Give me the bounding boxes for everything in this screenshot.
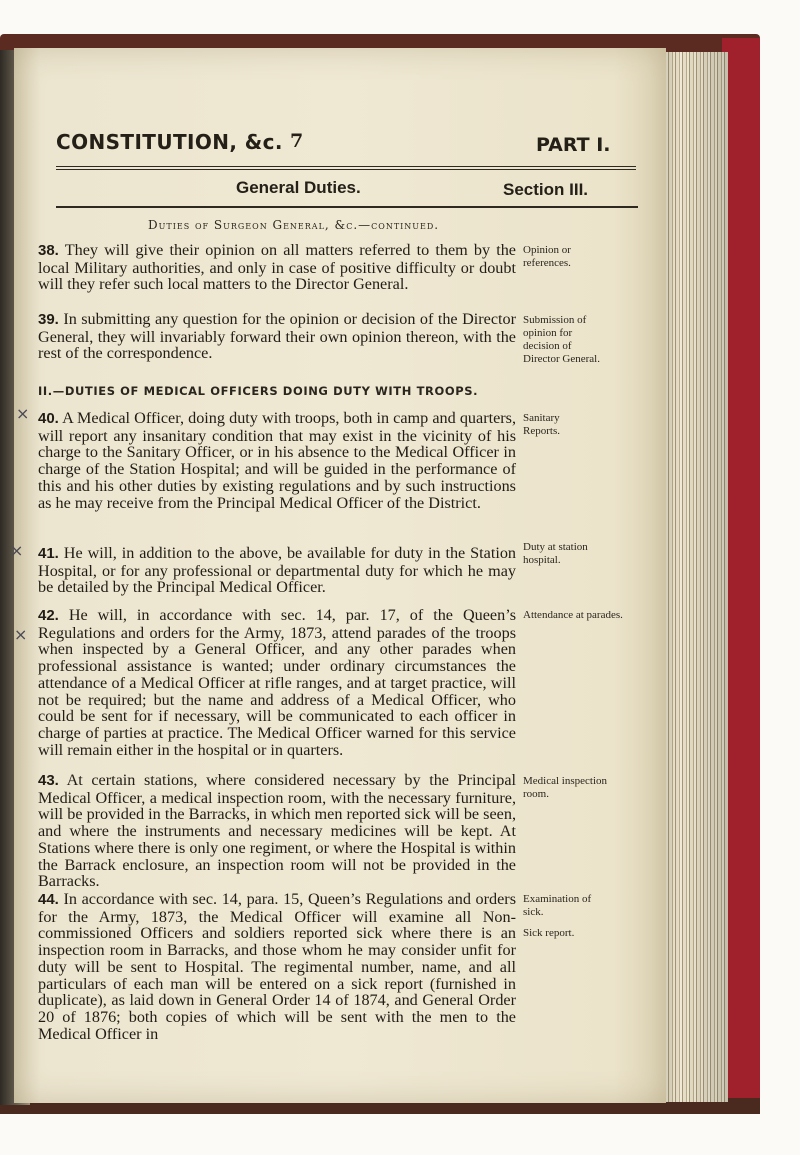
- paragraph-42: [38, 607, 516, 758]
- paragraph-text: A Medical Officer, doing duty with troops, both in camp and quarters, will report any insanitary condition that may exist in the vicinity of his charge to the Sanitary Officer, or in his absence to the Medical Officer in charge of the Station Hospital; and will be guided in the performance of this and his other duties by existing regulations and by such instructions as he may receive from the Principal Medical Officer of the District.: [38, 409, 517, 512]
- paragraph-number: 41.: [38, 545, 59, 562]
- paragraph-38: [38, 242, 516, 293]
- margin-note-station-hospital: Duty at station hospital.: [523, 541, 588, 566]
- paragraph-39: [38, 311, 516, 362]
- margin-note-submission: Submission of opinion for decision of Director General.: [523, 314, 600, 365]
- paragraph-text: In accordance with sec. 14, para. 15, Queen’s Regulations and orders for the Army, 1873, the Medical Officer will examine all Non-commissioned Officers and soldiers reported sick where there is an inspection room in Barracks, and those whom he may consider unfit for duty will be sent to Hospital. The regimental number, name, and all particulars of each man will be entered on a sick report (furnished in duplicate), as laid down in General Order 14 of 1874, and General Order 20 of 1876; both copies of which will be sent with the men to the Medical Officer in: [38, 890, 516, 1043]
- paragraph-43: [38, 772, 516, 890]
- margin-note-sanitary: Sanitary Reports.: [523, 412, 560, 437]
- page-number: 7: [290, 130, 304, 152]
- margin-note-sick-report: Sick report.: [523, 927, 575, 939]
- paragraph-number: 44.: [38, 891, 59, 908]
- section-heading: II.—DUTIES OF MEDICAL OFFICERS DOING DUTY WITH TROOPS.: [38, 384, 479, 398]
- running-head-right: PART I.: [536, 134, 611, 156]
- subheader-rule: [56, 206, 638, 208]
- pencil-mark: ×: [16, 404, 30, 423]
- running-head-left: CONSTITUTION, &c.: [56, 130, 283, 154]
- paragraph-41: [38, 545, 516, 596]
- margin-note-examination: Examination of sick.: [523, 893, 592, 918]
- paragraph-number: 38.: [38, 242, 59, 259]
- paragraph-number: 43.: [38, 772, 59, 789]
- continued-caption: Duties of Surgeon General, &c.—continued.: [148, 218, 440, 232]
- paragraph-text: In submitting any question for the opinion or decision of the Director General, they will invariably forward their own opinion thereon, with the rest of the correspondence.: [38, 310, 516, 363]
- margin-note-inspection-room: Medical inspection room.: [523, 775, 608, 800]
- pencil-mark: ×: [14, 625, 28, 644]
- paragraph-40: [38, 410, 516, 511]
- paragraph-number: 42.: [38, 607, 59, 624]
- margin-note-parades: Attendance at parades.: [523, 609, 623, 621]
- paragraph-44: [38, 891, 516, 1042]
- header-rule-top: [56, 166, 636, 167]
- pencil-mark: ×: [10, 541, 24, 560]
- subheader-right: Section III.: [503, 180, 589, 199]
- paragraph-text: He will, in addition to the above, be available for duty in the Station Hospital, or for any professional or departmental duty for which he may be detailed by the Principal Medical Officer.: [38, 544, 517, 597]
- paragraph-number: 39.: [38, 311, 59, 328]
- paragraph-text: They will give their opinion on all matters referred to them by the local Military authorities, and only in case of positive difficulty or doubt will they refer such local matters to the Director General.: [38, 241, 516, 294]
- paragraph-text: He will, in accordance with sec. 14, par. 17, of the Queen’s Regulations and orders for the Army, 1873, attend parades of the troops when inspected by a General Officer, and any other parades when professional assistance is wanted; under ordinary circumstances the attendance of a Medical Officer at rifle ranges, and at target practice, will not be required; but the name and address of a Medical Officer, who could be sent for if necessary, will be communicated to each officer in charge of parties at practice. The Medical Officer warned for this service will remain either in the hospital or in quarters.: [38, 606, 516, 759]
- paragraph-number: 40.: [38, 410, 59, 427]
- subheader-left: General Duties.: [236, 178, 361, 197]
- margin-note-opinion: Opinion or references.: [523, 244, 571, 269]
- header-rule-top-2: [56, 169, 636, 170]
- paragraph-text: At certain stations, where considered necessary by the Principal Medical Officer, a medical inspection room, with the necessary furniture, will be provided in the Barracks, in which men reported sick will be seen, and where the instruments and necessary medicines will be kept. At Stations where there is only one regiment, or where the Hospital is within the Barrack enclosure, an inspection room will not be provided in the Barracks.: [38, 771, 516, 891]
